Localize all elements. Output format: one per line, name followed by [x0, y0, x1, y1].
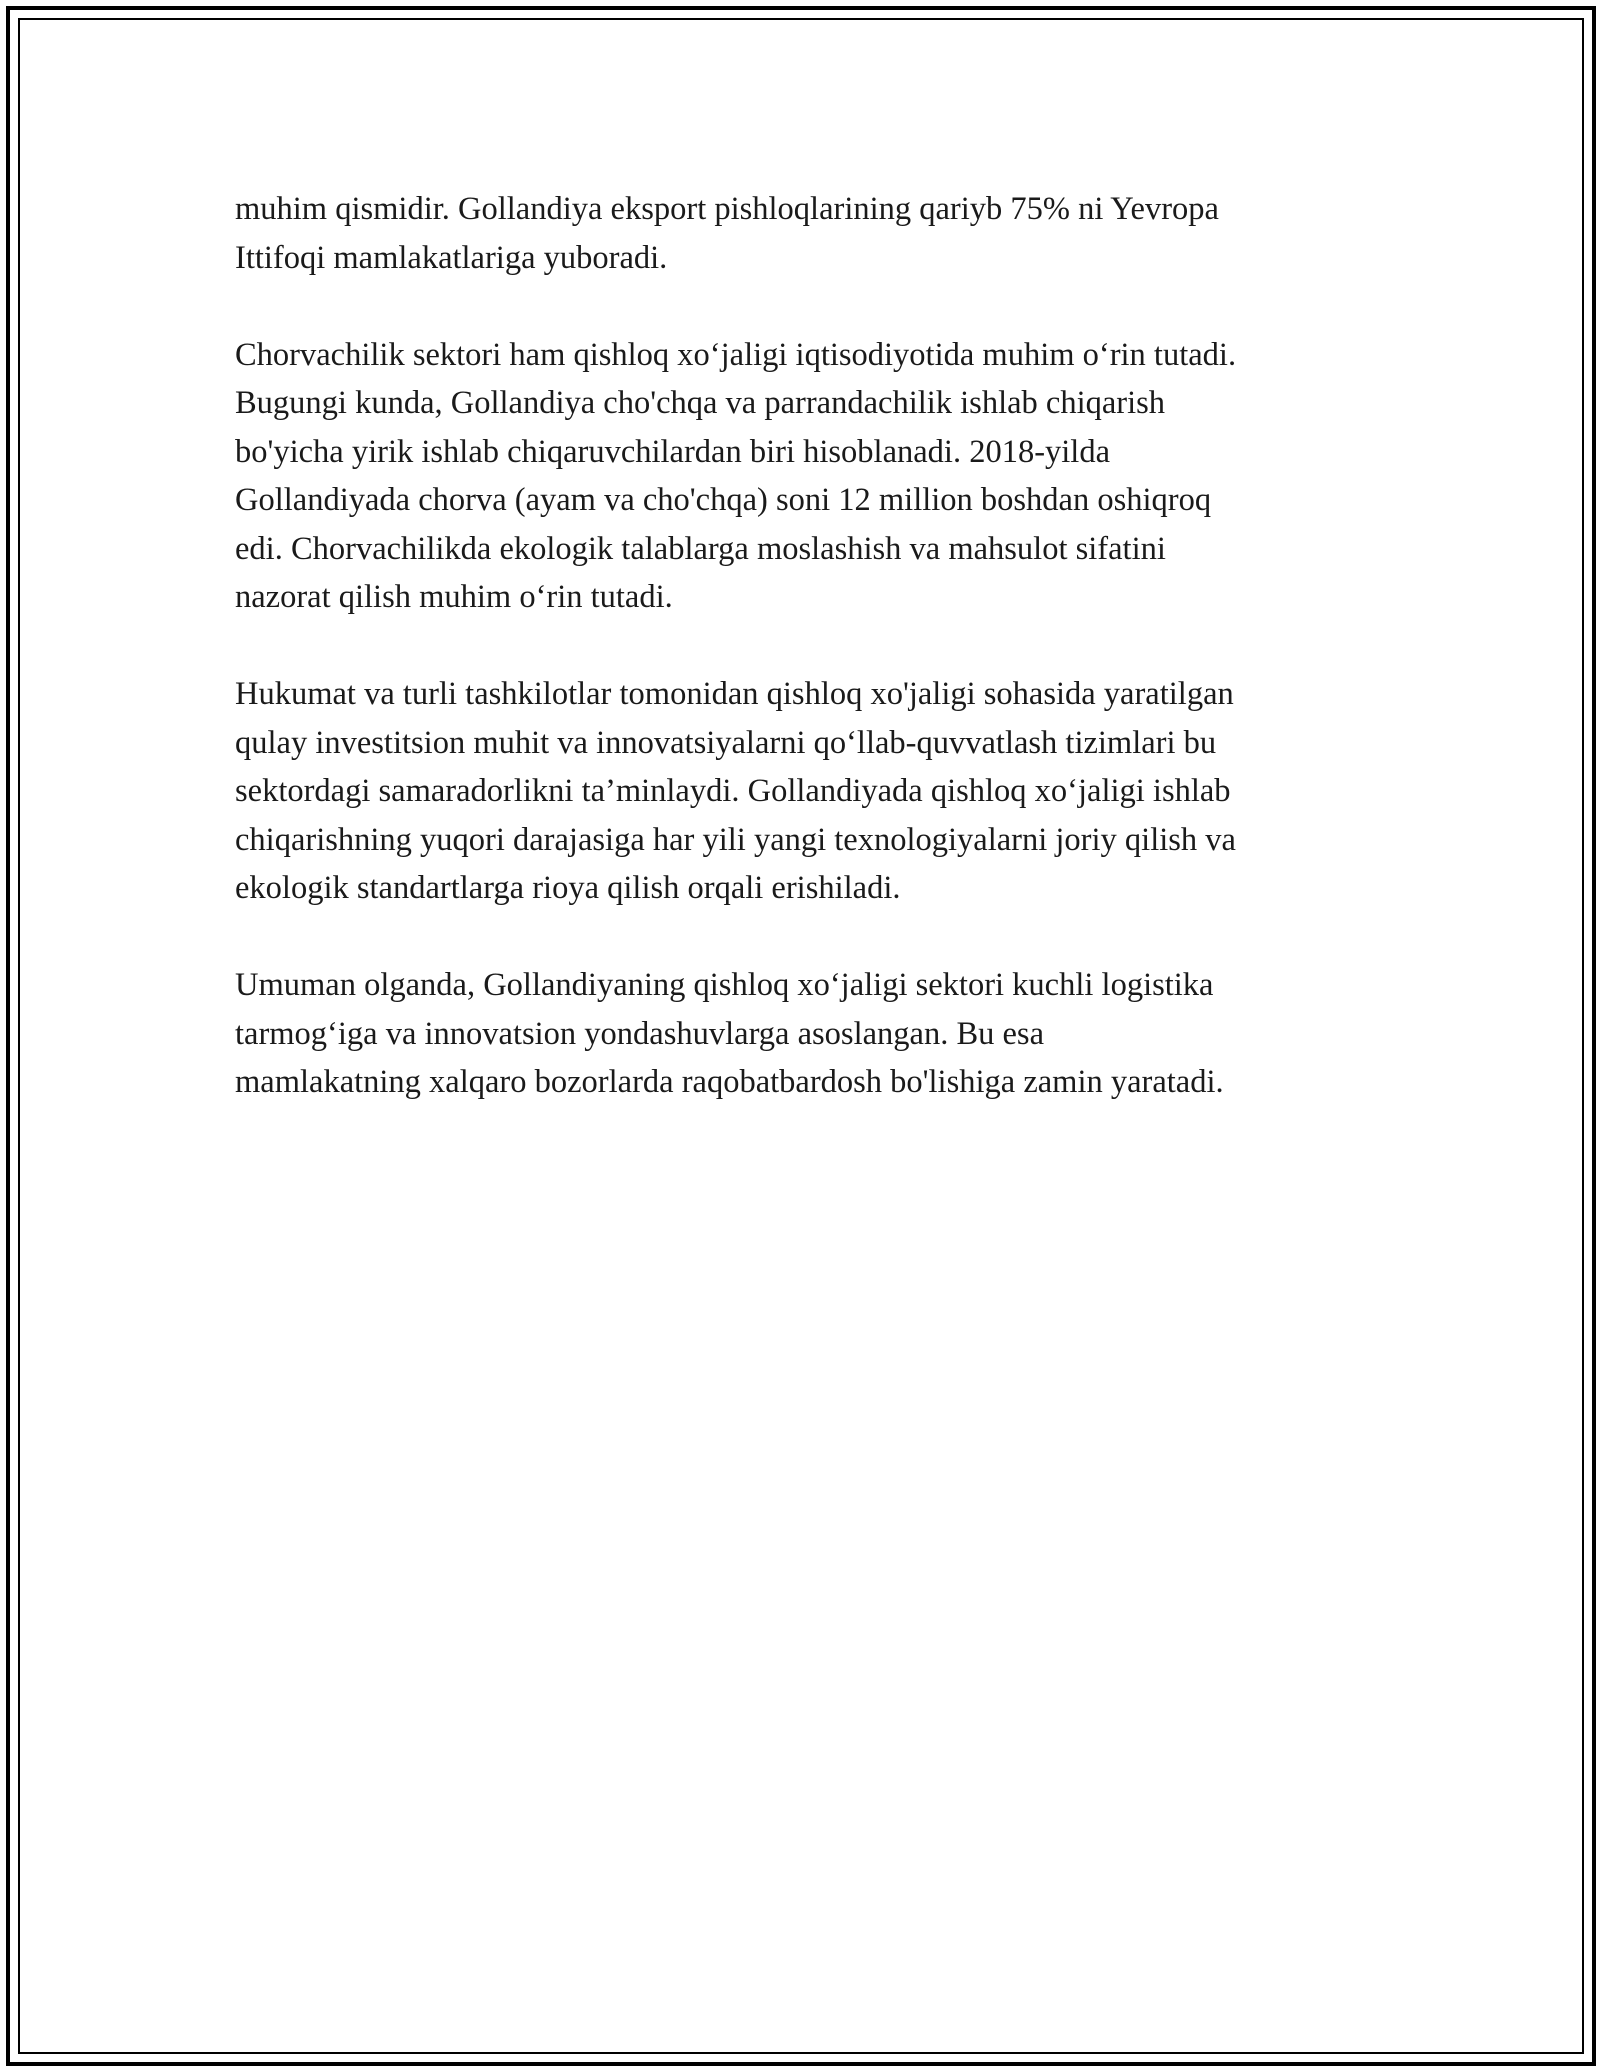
- paragraph-conclusion: Umuman olganda, Gollandiyaning qishloq xo‘jaligi sektori kuchli logistika tarmog‘iga va innovatsion yondashuvlarga asoslangan. Bu esa mamlakatning xalqaro bozorlarda raqobatbardosh bo'lishiga zamin yaratadi.: [235, 967, 1224, 1100]
- paragraph-cheese-export: muhim qismidir. Gollandiya eksport pishloqlarining qariyb 75% ni Yevropa Ittifoqi mamlakatlariga yuboradi.: [235, 191, 1219, 276]
- paragraph-government-support: Hukumat va turli tashkilotlar tomonidan qishloq xo'jaligi sohasida yaratilgan qulay investitsion muhit va innovatsiyalarni qo‘llab-quvvatlash tizimlari bu sektordagi samaradorlikni ta’minlaydi. Gollandiyada qishloq xo‘jaligi ishlab chiqarishning yuqori darajasiga har yili yangi texnologiyalarni joriy qilish va ekologik standartlarga rioya qilish orqali erishiladi.: [235, 676, 1236, 906]
- document-body: [235, 185, 1385, 1155]
- paragraph-livestock-sector: Chorvachilik sektori ham qishloq xo‘jaligi iqtisodiyotida muhim o‘rin tutadi. Bugungi kunda, Gollandiya cho'chqa va parrandachilik ishlab chiqarish bo'yicha yirik ishlab chiqaruvchilardan biri hisoblanadi. 2018-yilda Gollandiyada chorva (ayam va cho'chqa) soni 12 million boshdan oshiqroq edi. Chorvachilikda ekologik talablarga moslashish va mahsulot sifatini nazorat qilish muhim o‘rin tutadi.: [235, 336, 1237, 615]
